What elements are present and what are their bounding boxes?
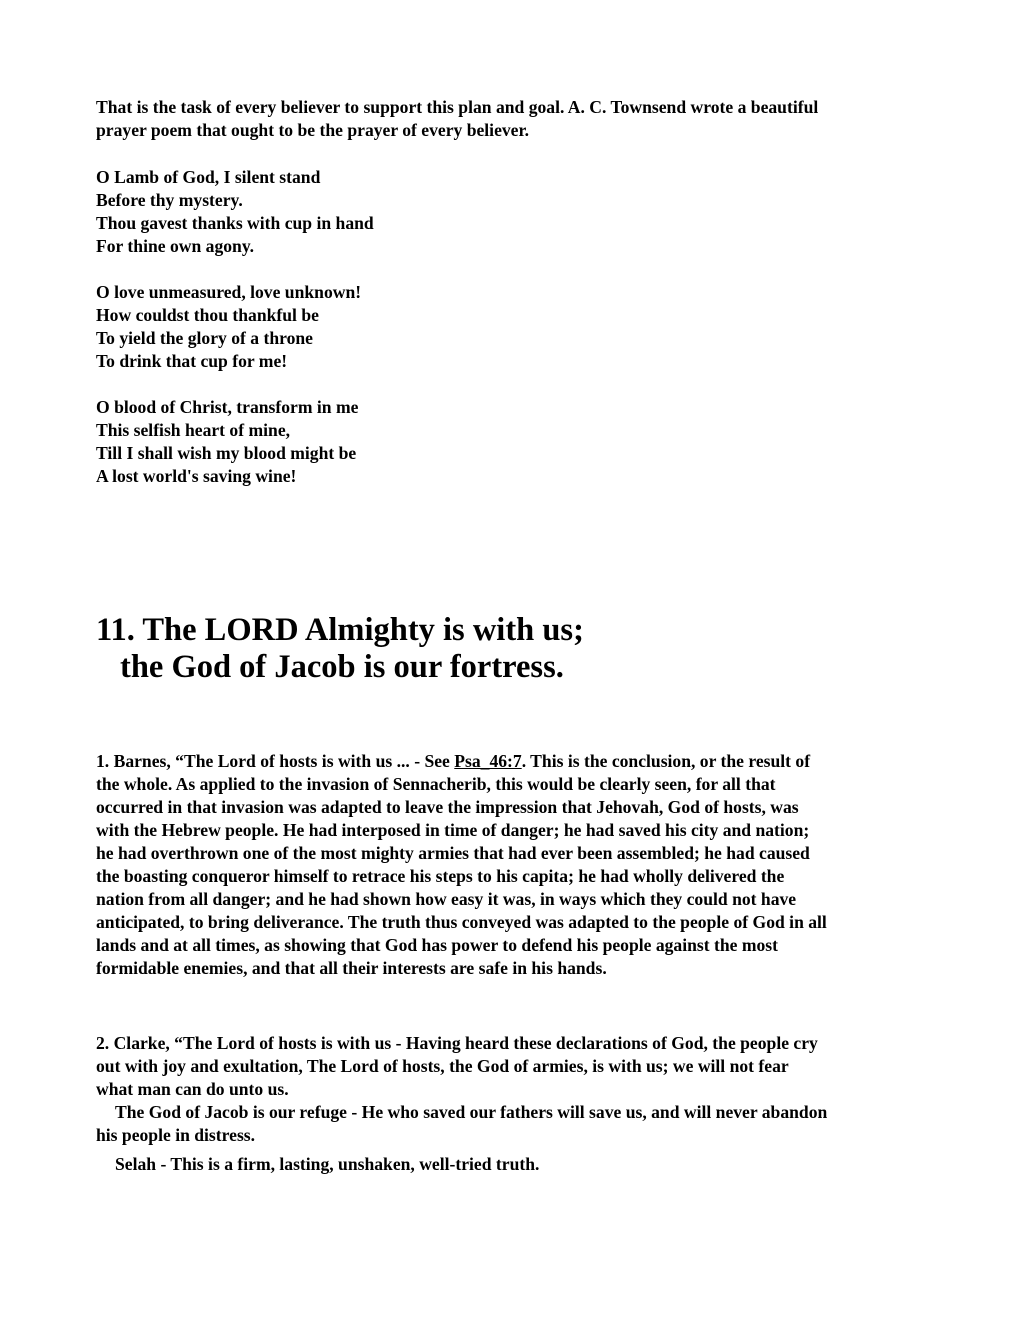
heading-line-1: 11. The LORD Almighty is with us; (96, 612, 584, 648)
clarke-line: 2. Clarke, “The Lord of hosts is with us - Having heard these declarations of God, the people cry (96, 1033, 818, 1053)
barnes-paragraph (96, 750, 936, 980)
heading-line-2: the God of Jacob is our fortress. (120, 649, 564, 685)
poem-line: This selfish heart of mine, (96, 420, 291, 440)
barnes-line: he had overthrown one of the most mighty armies that had ever been assembled; he had caused (96, 843, 810, 863)
barnes-suffix: . This is the conclusion, or the result of (521, 751, 811, 771)
clarke-selah-line: Selah - This is a firm, lasting, unshaken, well-tried truth. (115, 1154, 540, 1174)
poem-line: O Lamb of God, I silent stand (96, 167, 321, 187)
barnes-line: nation from all danger; and he had shown how easy it was, in ways which they could not have (96, 889, 797, 909)
poem-line: How couldst thou thankful be (96, 305, 319, 325)
clarke-selah-paragraph (96, 1153, 936, 1176)
poem-line: To yield the glory of a throne (96, 328, 313, 348)
intro-line: prayer poem that ought to be the prayer of every believer. (96, 120, 530, 140)
barnes-line: the boasting conqueror himself to retrace his steps to his capita; he had wholly delivered the (96, 866, 785, 886)
poem-stanza-2 (96, 281, 936, 373)
poem-line: Before thy mystery. (96, 190, 243, 210)
poem-stanza-3 (96, 396, 936, 488)
poem-line: Thou gavest thanks with cup in hand (96, 213, 374, 233)
poem-line: To drink that cup for me! (96, 351, 288, 371)
clarke-paragraph (96, 1032, 936, 1101)
intro-line: That is the task of every believer to support this plan and goal. A. C. Townsend wrote a beautiful (96, 97, 819, 117)
poem-line: A lost world's saving wine! (96, 466, 297, 486)
poem-line: O blood of Christ, transform in me (96, 397, 359, 417)
poem-line: Till I shall wish my blood might be (96, 443, 357, 463)
barnes-line: anticipated, to bring deliverance. The truth thus conveyed was adapted to the people of God in all (96, 912, 827, 932)
barnes-line: occurred in that invasion was adapted to leave the impression that Jehovah, God of hosts, was (96, 797, 799, 817)
clarke-refuge-line: his people in distress. (96, 1125, 256, 1145)
poem-line: O love unmeasured, love unknown! (96, 282, 362, 302)
clarke-line: out with joy and exultation, The Lord of hosts, the God of armies, is with us; we will not fear (96, 1056, 789, 1076)
section-heading (96, 612, 584, 686)
poem-line: For thine own agony. (96, 236, 255, 256)
barnes-line: the whole. As applied to the invasion of Sennacherib, this would be clearly seen, for all that (96, 774, 776, 794)
barnes-first-line (96, 750, 936, 773)
clarke-refuge-line: The God of Jacob is our refuge - He who saved our fathers will save us, and will never abandon (115, 1102, 828, 1122)
barnes-prefix: 1. Barnes, “The Lord of hosts is with us ... - See (96, 751, 455, 771)
clarke-refuge-paragraph (96, 1101, 936, 1147)
barnes-line: with the Hebrew people. He had interposed in time of danger; he had saved his city and nation; (96, 820, 810, 840)
barnes-line: lands and at all times, as showing that God has power to defend his people against the most (96, 935, 779, 955)
psalm-reference-link[interactable]: Psa_46:7 (454, 751, 522, 771)
poem-stanza-1 (96, 166, 936, 258)
barnes-line: formidable enemies, and that all their interests are safe in his hands. (96, 958, 607, 978)
intro-paragraph (96, 96, 936, 142)
clarke-line: what man can do unto us. (96, 1079, 289, 1099)
